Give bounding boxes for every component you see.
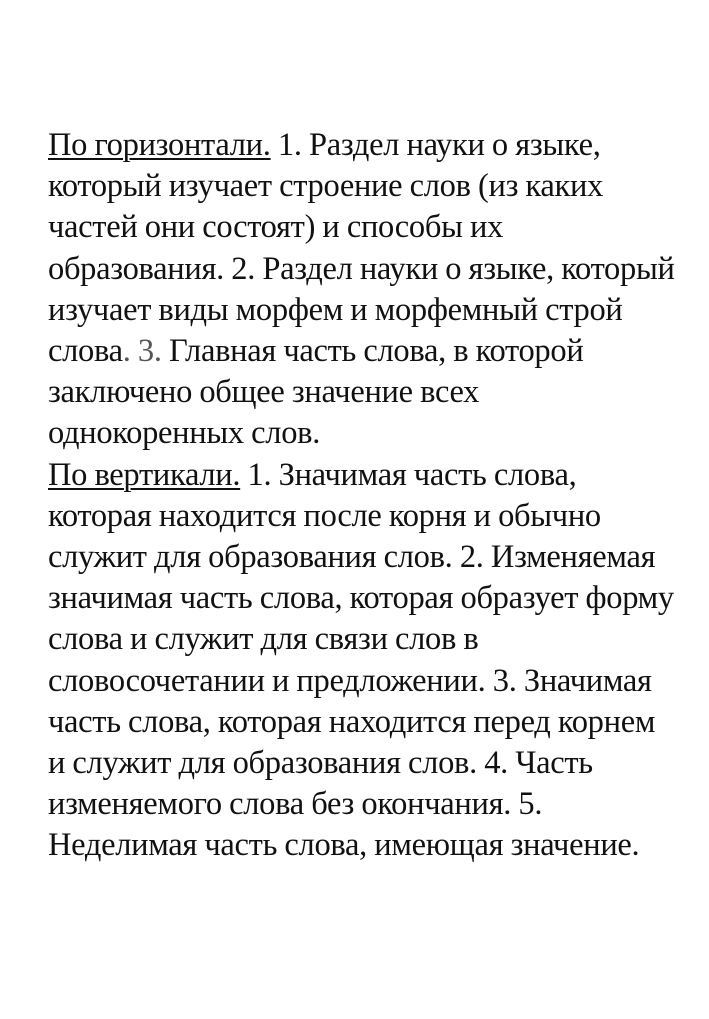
vertical-clues	[48, 455, 678, 867]
horizontal-text-part2: Главная часть слова, в которой заключено общее значение всех однокоренных слов.	[48, 333, 584, 452]
vertical-heading: По вертикали.	[48, 456, 241, 493]
horizontal-clues	[48, 125, 678, 455]
horizontal-text-part1: 1. Раздел науки о языке, который изучает строение слов (из каких частей они состоят) и способы их образования. 2. Раздел науки о языке, который изучает виды морфем и морфемный строй слова	[48, 127, 675, 370]
horizontal-heading: По горизонтали.	[48, 127, 271, 163]
crossword-clues	[48, 125, 678, 867]
horizontal-grey-fragment: . 3.	[122, 333, 162, 370]
vertical-text: 1. Значимая часть слова, которая находится после корня и обычно служит для образования слов. 2. Изменяемая значимая часть слова, которая образует форму слова и служит для связи слов в словосочетании и предложении. 3. Значимая часть слова, которая находится перед корнем и служит для образования слов. 4. Часть изменяемого слова без окончания. 5. Неделимая часть слова, имеющая значение.	[48, 456, 674, 864]
